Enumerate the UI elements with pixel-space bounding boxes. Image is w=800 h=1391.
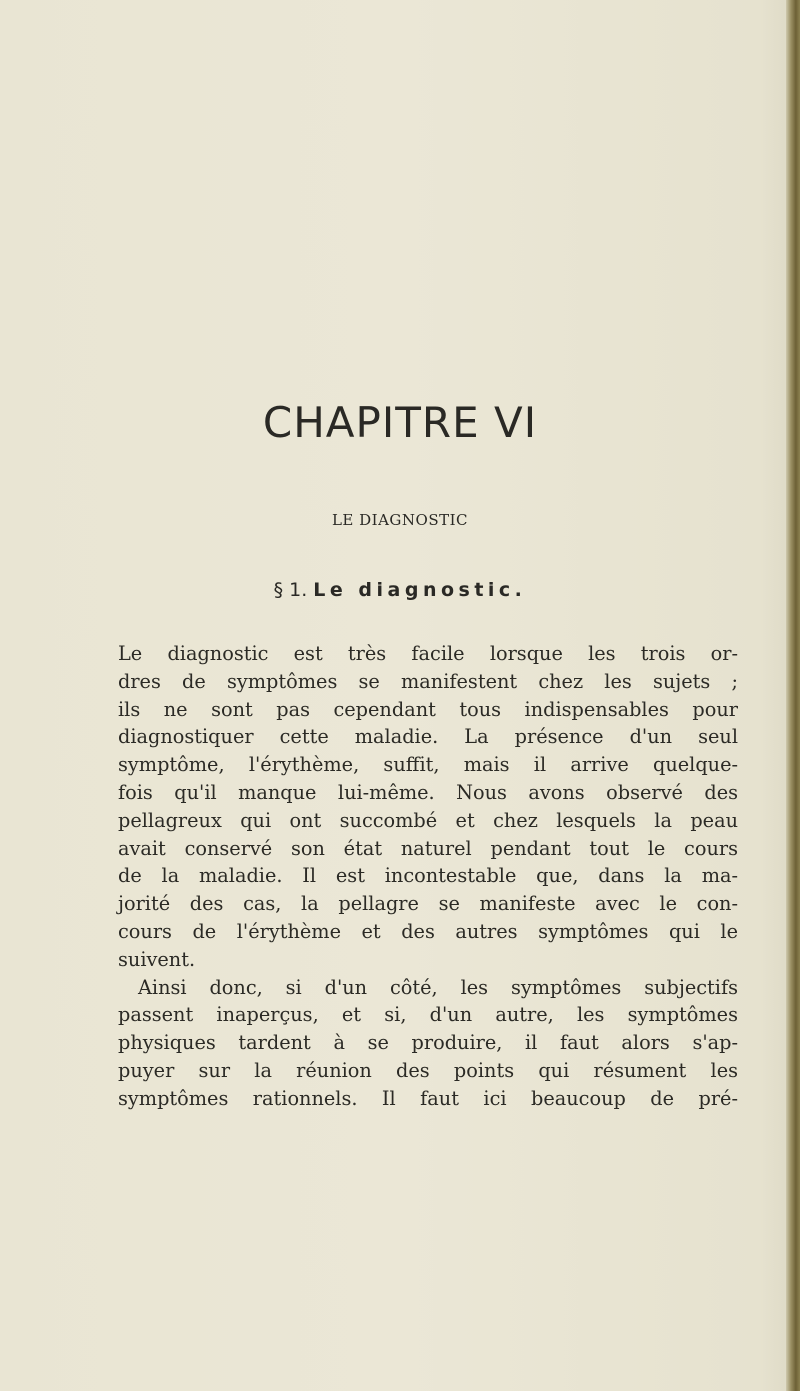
text-line: symptômes rationnels. Il faut ici beaucoup de pré-: [118, 1086, 738, 1110]
text-line: dres de symptômes se manifestent chez les sujets ;: [118, 669, 738, 693]
text-line: passent inaperçus, et si, d'un autre, les symptômes: [118, 1003, 738, 1027]
page-edge-shadow: [786, 0, 800, 1391]
text-line: symptôme, l'érythème, suffit, mais il arrive quelque-: [118, 753, 738, 777]
text-line: fois qu'il manque lui-même. Nous avons observé des: [118, 780, 738, 804]
text-line: Le diagnostic est très facile lorsque les trois or-: [118, 642, 738, 665]
text-line: avait conservé son état naturel pendant tout le cours: [118, 836, 738, 860]
text-line: de la maladie. Il est incontestable que, dans la ma-: [118, 864, 738, 888]
chapter-title: CHAPITRE VI: [262, 398, 538, 447]
text-line: diagnostiquer cette maladie. La présence d'un seul: [118, 725, 738, 749]
text-line: ils ne sont pas cependant tous indispensables pour: [118, 697, 738, 721]
text-line: physiques tardent à se produire, il faut alors s'ap-: [118, 1031, 738, 1055]
text-line: suivent.: [118, 947, 196, 971]
body-text: [118, 640, 738, 1113]
text-line: cours de l'érythème et des autres symptômes qui le: [118, 919, 738, 943]
section-title: Le diagnostic.: [313, 579, 527, 601]
text-line: Ainsi donc, si d'un côté, les symptômes subjectifs: [138, 975, 738, 999]
text-line: pellagreux qui ont succombé et chez lesquels la peau: [118, 808, 738, 832]
section-number: § 1.: [273, 579, 308, 601]
text-line: jorité des cas, la pellagre se manifeste avec le con-: [118, 892, 738, 916]
text-line: puyer sur la réunion des points qui résument les: [118, 1058, 738, 1082]
chapter-subtitle: LE DIAGNOSTIC: [331, 511, 469, 529]
section-heading: [0, 579, 800, 601]
